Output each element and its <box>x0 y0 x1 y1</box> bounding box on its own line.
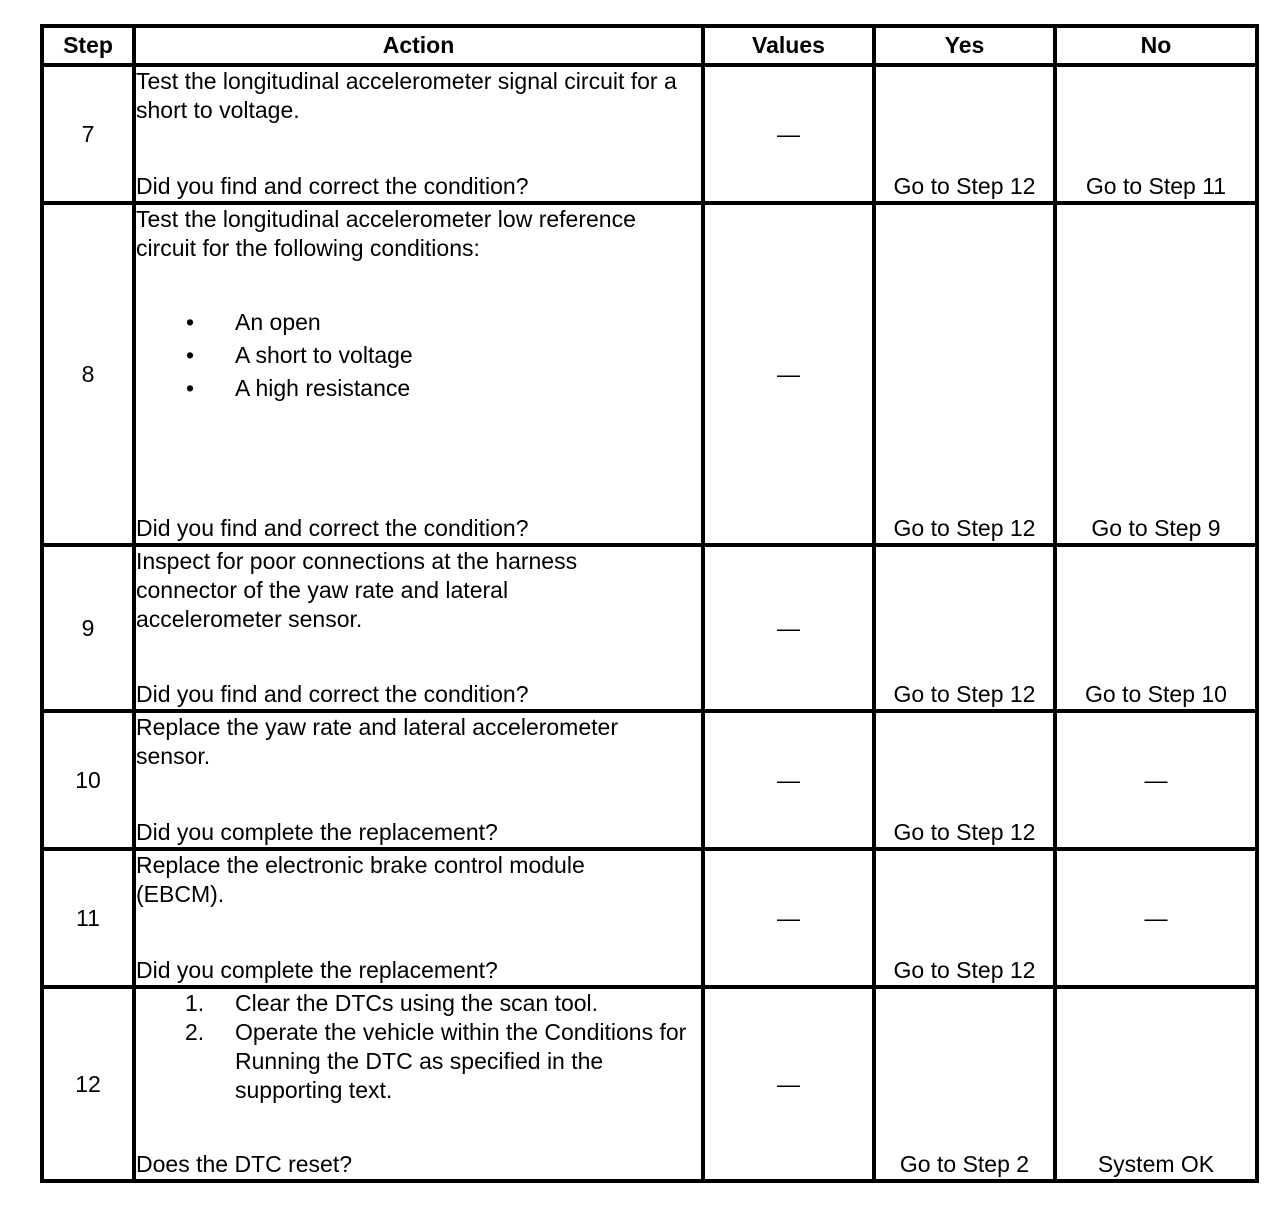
action-question: Did you find and correct the condition? <box>136 515 529 541</box>
action-cell <box>134 545 703 711</box>
values-cell: — <box>703 711 874 849</box>
condition-list <box>136 306 701 405</box>
values-cell: — <box>703 203 874 545</box>
action-question: Did you find and correct the condition? <box>136 173 529 199</box>
action-text: Replace the electronic brake control module (EBCM). <box>136 852 585 907</box>
yes-cell: Go to Step 2 <box>874 987 1055 1181</box>
list-item-number: 1. <box>185 990 205 1016</box>
action-cell <box>134 203 703 545</box>
values-cell: — <box>703 65 874 203</box>
list-item-text: An open <box>235 309 321 335</box>
step-number: 9 <box>42 545 134 711</box>
action-text: Test the longitudinal accelerometer low reference circuit for the following conditions: <box>136 206 636 261</box>
step-number: 8 <box>42 203 134 545</box>
list-item-text: A high resistance <box>235 375 411 401</box>
action-question: Does the DTC reset? <box>136 1151 353 1177</box>
bullet-icon: • <box>186 309 195 335</box>
no-cell: — <box>1055 849 1257 987</box>
list-item <box>136 339 701 372</box>
values-cell: — <box>703 545 874 711</box>
diagnostic-steps-table <box>40 24 1259 1183</box>
no-cell: Go to Step 9 <box>1055 203 1257 545</box>
action-text: Inspect for poor connections at the harness connector of the yaw rate and lateral accelerometer sensor. <box>136 548 578 632</box>
action-question: Did you complete the replacement? <box>136 957 498 983</box>
table-row <box>42 987 1257 1181</box>
values-cell: — <box>703 987 874 1181</box>
action-text: Replace the yaw rate and lateral accelerometer sensor. <box>136 714 618 769</box>
bullet-icon: • <box>186 375 195 401</box>
yes-cell: Go to Step 12 <box>874 545 1055 711</box>
no-cell: — <box>1055 711 1257 849</box>
yes-cell: Go to Step 12 <box>874 65 1055 203</box>
action-question: Did you complete the replacement? <box>136 819 498 845</box>
action-question: Did you find and correct the condition? <box>136 681 529 707</box>
values-cell: — <box>703 849 874 987</box>
yes-cell: Go to Step 12 <box>874 203 1055 545</box>
action-cell <box>134 849 703 987</box>
procedure-list <box>136 989 701 1105</box>
list-item <box>136 1018 701 1105</box>
step-number: 12 <box>42 987 134 1181</box>
action-cell <box>134 65 703 203</box>
no-cell: Go to Step 11 <box>1055 65 1257 203</box>
table-row <box>42 65 1257 203</box>
header-no: No <box>1055 26 1257 65</box>
action-text: Test the longitudinal accelerometer signal circuit for a short to voltage. <box>136 68 677 123</box>
bullet-icon: • <box>186 342 195 368</box>
action-cell <box>134 987 703 1181</box>
no-cell: System OK <box>1055 987 1257 1181</box>
action-cell <box>134 711 703 849</box>
yes-cell: Go to Step 12 <box>874 711 1055 849</box>
list-item-text: A short to voltage <box>235 342 413 368</box>
no-cell: Go to Step 10 <box>1055 545 1257 711</box>
list-item <box>136 989 701 1018</box>
list-item <box>136 372 701 405</box>
list-item <box>136 306 701 339</box>
header-values: Values <box>703 26 874 65</box>
step-number: 7 <box>42 65 134 203</box>
step-number: 10 <box>42 711 134 849</box>
step-number: 11 <box>42 849 134 987</box>
table-row <box>42 545 1257 711</box>
header-row <box>42 26 1257 65</box>
table-row <box>42 849 1257 987</box>
header-step: Step <box>42 26 134 65</box>
header-yes: Yes <box>874 26 1055 65</box>
yes-cell: Go to Step 12 <box>874 849 1055 987</box>
header-action: Action <box>134 26 703 65</box>
list-item-text: Operate the vehicle within the Conditions for Running the DTC as specified in the supporting text. <box>235 1019 687 1103</box>
table-row <box>42 711 1257 849</box>
table-row <box>42 203 1257 545</box>
list-item-text: Clear the DTCs using the scan tool. <box>235 990 599 1016</box>
list-item-number: 2. <box>185 1019 205 1045</box>
